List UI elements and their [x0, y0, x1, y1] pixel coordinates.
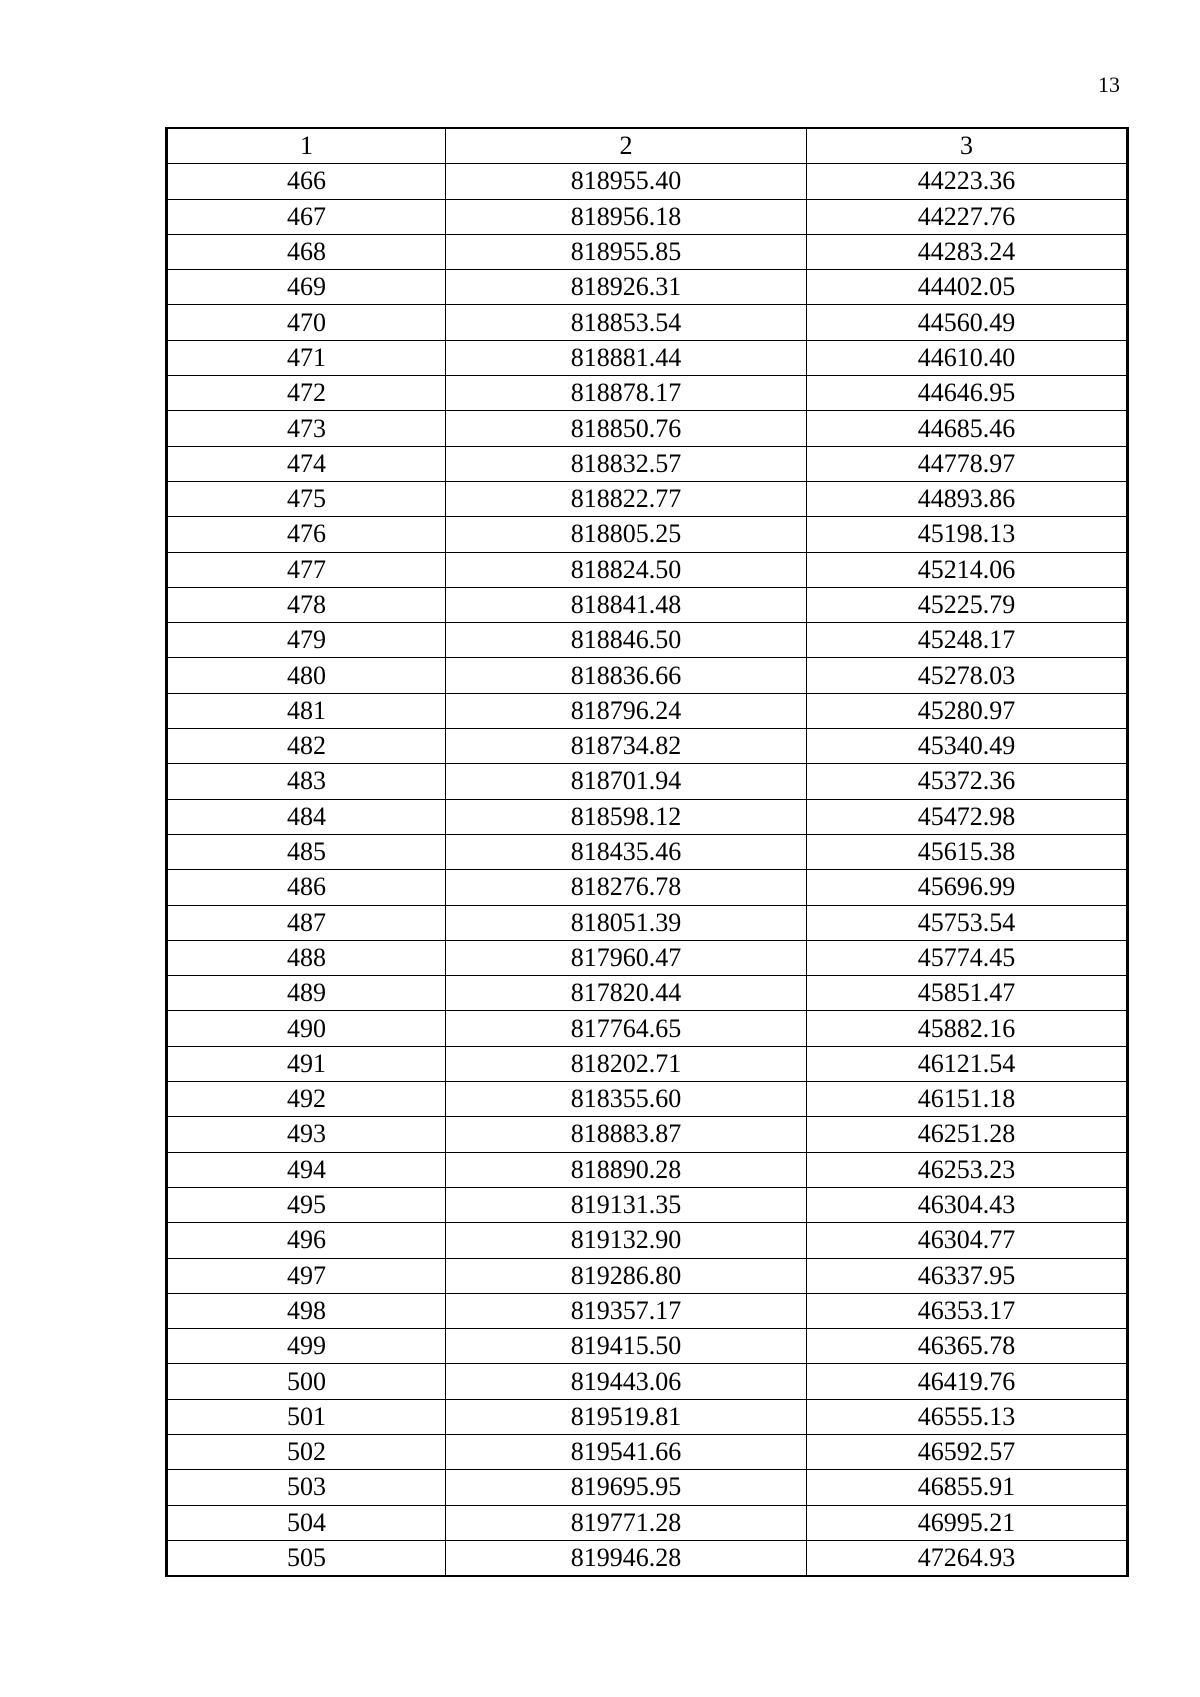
x-coordinate-cell: 817820.44: [446, 976, 807, 1011]
point-number-cell: 467: [167, 199, 446, 234]
y-coordinate-cell: 45225.79: [807, 587, 1128, 622]
table-row: [167, 1223, 1128, 1258]
point-number-cell: 468: [167, 234, 446, 269]
x-coordinate-cell: 818955.85: [446, 234, 807, 269]
x-coordinate-cell: 818051.39: [446, 905, 807, 940]
point-number-cell: 495: [167, 1187, 446, 1222]
y-coordinate-cell: 46251.28: [807, 1117, 1128, 1152]
x-coordinate-cell: 817764.65: [446, 1011, 807, 1046]
point-number-cell: 479: [167, 623, 446, 658]
point-number-cell: 472: [167, 376, 446, 411]
y-coordinate-cell: 45472.98: [807, 799, 1128, 834]
table-row: [167, 764, 1128, 799]
point-number-cell: 484: [167, 799, 446, 834]
x-coordinate-cell: 819946.28: [446, 1540, 807, 1576]
y-coordinate-cell: 45198.13: [807, 517, 1128, 552]
y-coordinate-cell: 44227.76: [807, 199, 1128, 234]
point-number-cell: 489: [167, 976, 446, 1011]
x-coordinate-cell: 818796.24: [446, 693, 807, 728]
y-coordinate-cell: 45753.54: [807, 905, 1128, 940]
x-coordinate-cell: 818841.48: [446, 587, 807, 622]
y-coordinate-cell: 46253.23: [807, 1152, 1128, 1187]
y-coordinate-cell: 45280.97: [807, 693, 1128, 728]
point-number-cell: 482: [167, 729, 446, 764]
y-coordinate-cell: 45774.45: [807, 940, 1128, 975]
y-coordinate-cell: 47264.93: [807, 1540, 1128, 1576]
point-number-cell: 499: [167, 1329, 446, 1364]
y-coordinate-cell: 45615.38: [807, 834, 1128, 869]
y-coordinate-cell: 46337.95: [807, 1258, 1128, 1293]
table-row: [167, 1434, 1128, 1469]
x-coordinate-cell: 818846.50: [446, 623, 807, 658]
point-number-cell: 500: [167, 1364, 446, 1399]
table-row: [167, 1470, 1128, 1505]
y-coordinate-cell: 46365.78: [807, 1329, 1128, 1364]
x-coordinate-cell: 818701.94: [446, 764, 807, 799]
y-coordinate-cell: 44223.36: [807, 164, 1128, 199]
coordinates-table-container: [165, 127, 1126, 1577]
x-coordinate-cell: 818890.28: [446, 1152, 807, 1187]
point-number-cell: 481: [167, 693, 446, 728]
x-coordinate-cell: 818202.71: [446, 1046, 807, 1081]
point-number-cell: 490: [167, 1011, 446, 1046]
x-coordinate-cell: 818435.46: [446, 834, 807, 869]
y-coordinate-cell: 46995.21: [807, 1505, 1128, 1540]
y-coordinate-cell: 45372.36: [807, 764, 1128, 799]
point-number-cell: 478: [167, 587, 446, 622]
x-coordinate-cell: 819519.81: [446, 1399, 807, 1434]
x-coordinate-cell: 818734.82: [446, 729, 807, 764]
y-coordinate-cell: 44778.97: [807, 446, 1128, 481]
point-number-cell: 504: [167, 1505, 446, 1540]
y-coordinate-cell: 45278.03: [807, 658, 1128, 693]
x-coordinate-cell: 818926.31: [446, 270, 807, 305]
x-coordinate-cell: 817960.47: [446, 940, 807, 975]
y-coordinate-cell: 44283.24: [807, 234, 1128, 269]
y-coordinate-cell: 45214.06: [807, 552, 1128, 587]
table-row: [167, 976, 1128, 1011]
table-row: [167, 446, 1128, 481]
table-row: [167, 1505, 1128, 1540]
y-coordinate-cell: 44402.05: [807, 270, 1128, 305]
table-row: [167, 199, 1128, 234]
x-coordinate-cell: 819415.50: [446, 1329, 807, 1364]
table-row: [167, 340, 1128, 375]
table-row: [167, 1117, 1128, 1152]
x-coordinate-cell: 819131.35: [446, 1187, 807, 1222]
x-coordinate-cell: 818822.77: [446, 481, 807, 516]
x-coordinate-cell: 819286.80: [446, 1258, 807, 1293]
page-number: 13: [1098, 72, 1120, 97]
y-coordinate-cell: 46592.57: [807, 1434, 1128, 1469]
y-coordinate-cell: 44685.46: [807, 411, 1128, 446]
point-number-cell: 502: [167, 1434, 446, 1469]
point-number-cell: 475: [167, 481, 446, 516]
y-coordinate-cell: 46855.91: [807, 1470, 1128, 1505]
table-row: [167, 1011, 1128, 1046]
x-coordinate-cell: 818805.25: [446, 517, 807, 552]
table-row: [167, 517, 1128, 552]
point-number-cell: 497: [167, 1258, 446, 1293]
x-coordinate-cell: 818824.50: [446, 552, 807, 587]
point-number-cell: 503: [167, 1470, 446, 1505]
table-row: [167, 905, 1128, 940]
x-coordinate-cell: 818956.18: [446, 199, 807, 234]
point-number-cell: 474: [167, 446, 446, 481]
table-row: [167, 1258, 1128, 1293]
y-coordinate-cell: 45340.49: [807, 729, 1128, 764]
x-coordinate-cell: 819357.17: [446, 1293, 807, 1328]
table-row: [167, 234, 1128, 269]
x-coordinate-cell: 818850.76: [446, 411, 807, 446]
point-number-cell: 476: [167, 517, 446, 552]
table-row: [167, 1082, 1128, 1117]
table-body: [167, 128, 1128, 1576]
table-row: [167, 481, 1128, 516]
table-header-row: [167, 128, 1128, 164]
x-coordinate-cell: 818832.57: [446, 446, 807, 481]
point-number-cell: 505: [167, 1540, 446, 1576]
x-coordinate-cell: 818955.40: [446, 164, 807, 199]
y-coordinate-cell: 44610.40: [807, 340, 1128, 375]
table-row: [167, 693, 1128, 728]
table-row: [167, 1364, 1128, 1399]
table-row: [167, 1540, 1128, 1576]
point-number-cell: 492: [167, 1082, 446, 1117]
point-number-cell: 496: [167, 1223, 446, 1258]
point-number-cell: 486: [167, 870, 446, 905]
table-row: [167, 552, 1128, 587]
table-row: [167, 1329, 1128, 1364]
y-coordinate-cell: 46151.18: [807, 1082, 1128, 1117]
column-header: 3: [807, 128, 1128, 164]
y-coordinate-cell: 45882.16: [807, 1011, 1128, 1046]
x-coordinate-cell: 818355.60: [446, 1082, 807, 1117]
column-header: 2: [446, 128, 807, 164]
point-number-cell: 494: [167, 1152, 446, 1187]
x-coordinate-cell: 819541.66: [446, 1434, 807, 1469]
y-coordinate-cell: 44893.86: [807, 481, 1128, 516]
point-number-cell: 473: [167, 411, 446, 446]
table-row: [167, 658, 1128, 693]
point-number-cell: 487: [167, 905, 446, 940]
y-coordinate-cell: 46121.54: [807, 1046, 1128, 1081]
x-coordinate-cell: 818276.78: [446, 870, 807, 905]
table-row: [167, 940, 1128, 975]
x-coordinate-cell: 818878.17: [446, 376, 807, 411]
table-row: [167, 1399, 1128, 1434]
table-row: [167, 729, 1128, 764]
y-coordinate-cell: 44646.95: [807, 376, 1128, 411]
y-coordinate-cell: 45851.47: [807, 976, 1128, 1011]
point-number-cell: 466: [167, 164, 446, 199]
y-coordinate-cell: 46555.13: [807, 1399, 1128, 1434]
point-number-cell: 480: [167, 658, 446, 693]
table-row: [167, 270, 1128, 305]
x-coordinate-cell: 818883.87: [446, 1117, 807, 1152]
table-row: [167, 587, 1128, 622]
y-coordinate-cell: 46353.17: [807, 1293, 1128, 1328]
table-row: [167, 799, 1128, 834]
point-number-cell: 498: [167, 1293, 446, 1328]
table-row: [167, 834, 1128, 869]
x-coordinate-cell: 818836.66: [446, 658, 807, 693]
table-row: [167, 164, 1128, 199]
point-number-cell: 469: [167, 270, 446, 305]
x-coordinate-cell: 818598.12: [446, 799, 807, 834]
table-row: [167, 1152, 1128, 1187]
y-coordinate-cell: 45696.99: [807, 870, 1128, 905]
point-number-cell: 485: [167, 834, 446, 869]
point-number-cell: 470: [167, 305, 446, 340]
point-number-cell: 488: [167, 940, 446, 975]
coordinates-table: [165, 127, 1129, 1577]
y-coordinate-cell: 45248.17: [807, 623, 1128, 658]
point-number-cell: 493: [167, 1117, 446, 1152]
table-row: [167, 870, 1128, 905]
point-number-cell: 483: [167, 764, 446, 799]
point-number-cell: 477: [167, 552, 446, 587]
table-row: [167, 376, 1128, 411]
x-coordinate-cell: 819132.90: [446, 1223, 807, 1258]
table-row: [167, 1046, 1128, 1081]
x-coordinate-cell: 819771.28: [446, 1505, 807, 1540]
point-number-cell: 501: [167, 1399, 446, 1434]
y-coordinate-cell: 46419.76: [807, 1364, 1128, 1399]
y-coordinate-cell: 44560.49: [807, 305, 1128, 340]
point-number-cell: 471: [167, 340, 446, 375]
table-row: [167, 1293, 1128, 1328]
table-row: [167, 1187, 1128, 1222]
y-coordinate-cell: 46304.77: [807, 1223, 1128, 1258]
x-coordinate-cell: 818881.44: [446, 340, 807, 375]
column-header: 1: [167, 128, 446, 164]
point-number-cell: 491: [167, 1046, 446, 1081]
table-row: [167, 411, 1128, 446]
x-coordinate-cell: 819695.95: [446, 1470, 807, 1505]
y-coordinate-cell: 46304.43: [807, 1187, 1128, 1222]
table-row: [167, 305, 1128, 340]
x-coordinate-cell: 818853.54: [446, 305, 807, 340]
table-row: [167, 623, 1128, 658]
x-coordinate-cell: 819443.06: [446, 1364, 807, 1399]
